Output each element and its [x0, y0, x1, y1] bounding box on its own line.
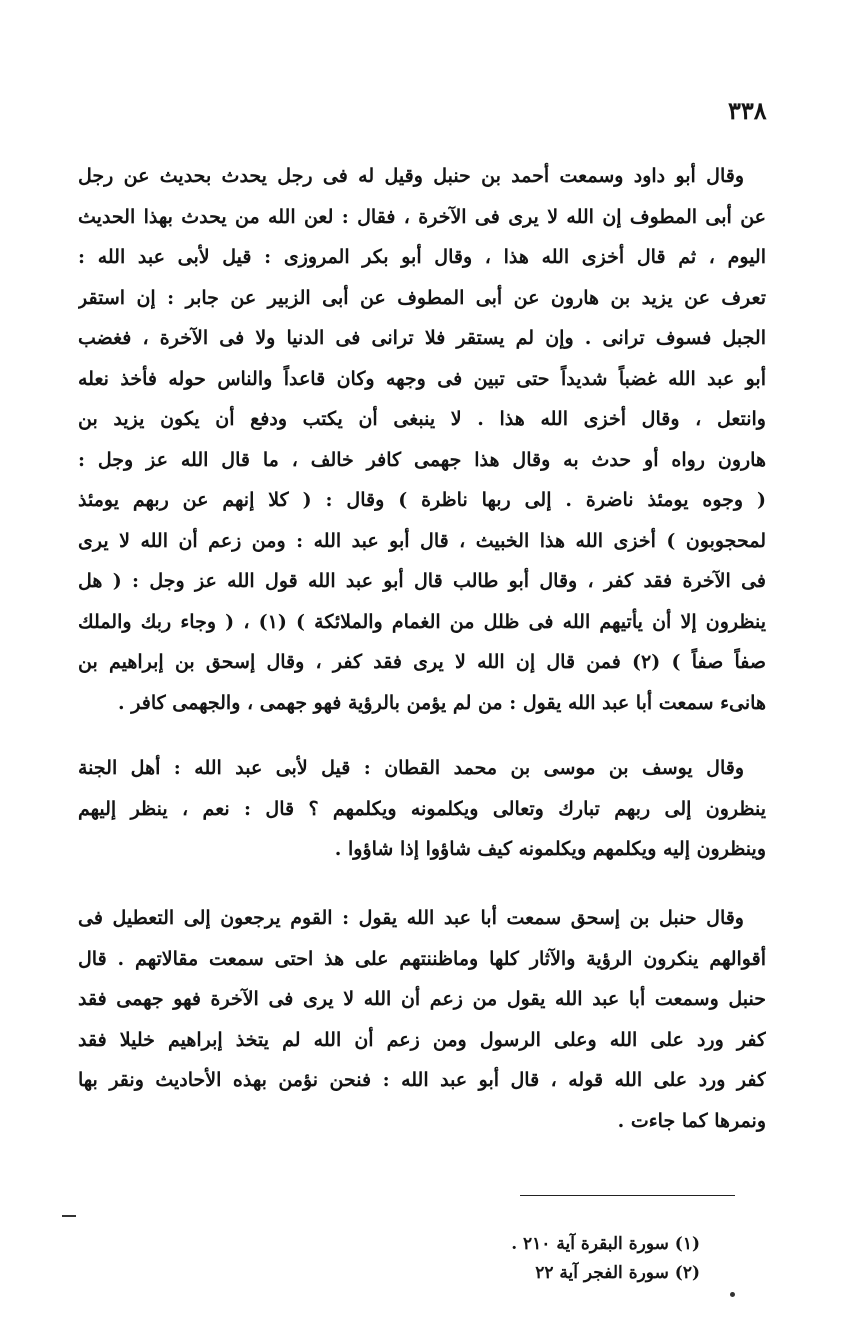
footnote-1: (١) سورة البقرة آية ٢١٠ . [511, 1234, 700, 1254]
text-line: اليوم ، ثم قال أخزى الله هذا ، وقال أبو بكر المروزى : قيل لأبى عبد الله : [78, 246, 766, 268]
paragraph-2 [78, 748, 766, 870]
text-line: هانىء سمعت أبا عبد الله يقول : من لم يؤمن بالرؤية فهو جهمى ، والجهمى كافر . [118, 691, 766, 714]
text-line: عن أبى المطوف إن الله لا يرى فى الآخرة ، فقال : لعن الله من يحدث بهذا الحديث [78, 205, 766, 228]
text-line: ينظرون إلا أن يأتيهم الله فى ظلل من الغمام والملائكة ) (١) ، ( وجاء ربك والملك [78, 610, 766, 633]
text-line: ونمرها كما جاءت . [617, 1109, 766, 1132]
scan-mark [62, 1215, 76, 1217]
page-number: ٣٣٨ [728, 96, 767, 125]
text-line: وقال يوسف بن موسى بن محمد القطان : قيل لأبى عبد الله : أهل الجنة [78, 757, 744, 779]
text-line: وقال أبو داود وسمعت أحمد بن حنبل وقيل له فى رجل يحدث بحديث عن رجل [78, 165, 744, 187]
paragraph-1 [78, 156, 766, 723]
footnote-2: (٢) سورة الفجر آية ٢٢ [535, 1263, 700, 1283]
text-line: الجبل فسوف ترانى . وإن لم يستقر فلا ترانى فى الدنيا ولا فى الآخرة ، فغضب [78, 327, 766, 349]
text-line: لمحجوبون ) أخزى الله هذا الخبيث ، قال أبو عبد الله : ومن زعم أن الله لا يرى [78, 529, 766, 552]
text-line: هارون رواه أو حدث به وقال هذا جهمى كافر خالف ، ما قال الله عز وجل : [78, 448, 766, 471]
footnotes [430, 1230, 700, 1288]
text-line: كفر ورد على الله وعلى الرسول ومن زعم أن الله لم يتخذ إبراهيم خليلا فقد [78, 1028, 766, 1051]
text-line: فى الآخرة فقد كفر ، وقال أبو طالب قال أبو عبد الله قول الله عز وجل : ( هل [78, 570, 766, 592]
footnote-divider [520, 1195, 735, 1196]
scan-mark [730, 1292, 735, 1297]
text-line: أبو عبد الله غضباً شديداً حتى تبين فى وجهه وكان قاعداً والناس حوله فأخذ نعله [78, 367, 766, 390]
text-line: ( وجوه يومئذ ناضرة . إلى ربها ناظرة ) وقال : ( كلا إنهم عن ربهم يومئذ [78, 489, 766, 511]
paragraph-3 [78, 898, 766, 1141]
text-line: كفر ورد على الله قوله ، قال أبو عبد الله : فنحن نؤمن بهذه الأحاديث ونقر بها [78, 1069, 766, 1091]
text-line: وقال حنبل بن إسحق سمعت أبا عبد الله يقول : القوم يرجعون إلى التعطيل فى [78, 907, 744, 929]
text-line: حنبل وسمعت أبا عبد الله يقول من زعم أن الله لا يرى فى الآخرة فهو جهمى فقد [78, 988, 766, 1010]
text-line: ينظرون إلى ربهم تبارك وتعالى ويكلمونه ويكلمهم ؟ قال : نعم ، ينظر إليهم [78, 797, 766, 820]
text-line: وينظرون إليه ويكلمهم ويكلمونه كيف شاؤوا إذا شاؤوا . [334, 838, 766, 860]
text-line: تعرف عن يزيد بن هارون عن أبى المطوف عن أبى الزبير عن جابر : إن استقر [78, 286, 766, 309]
text-line: وانتعل ، وقال أخزى الله هذا . لا ينبغى أن يكتب ودفع أن يكون يزيد بن [78, 408, 766, 430]
text-line: أقوالهم ينكرون الرؤية والآثار كلها وماظننتهم على هذ احتى سمعت مقالاتهم . قال [78, 947, 766, 970]
text-line: صفاً صفاً ) (٢) فمن قال إن الله لا يرى فقد كفر ، وقال إسحق بن إبراهيم بن [78, 651, 766, 673]
